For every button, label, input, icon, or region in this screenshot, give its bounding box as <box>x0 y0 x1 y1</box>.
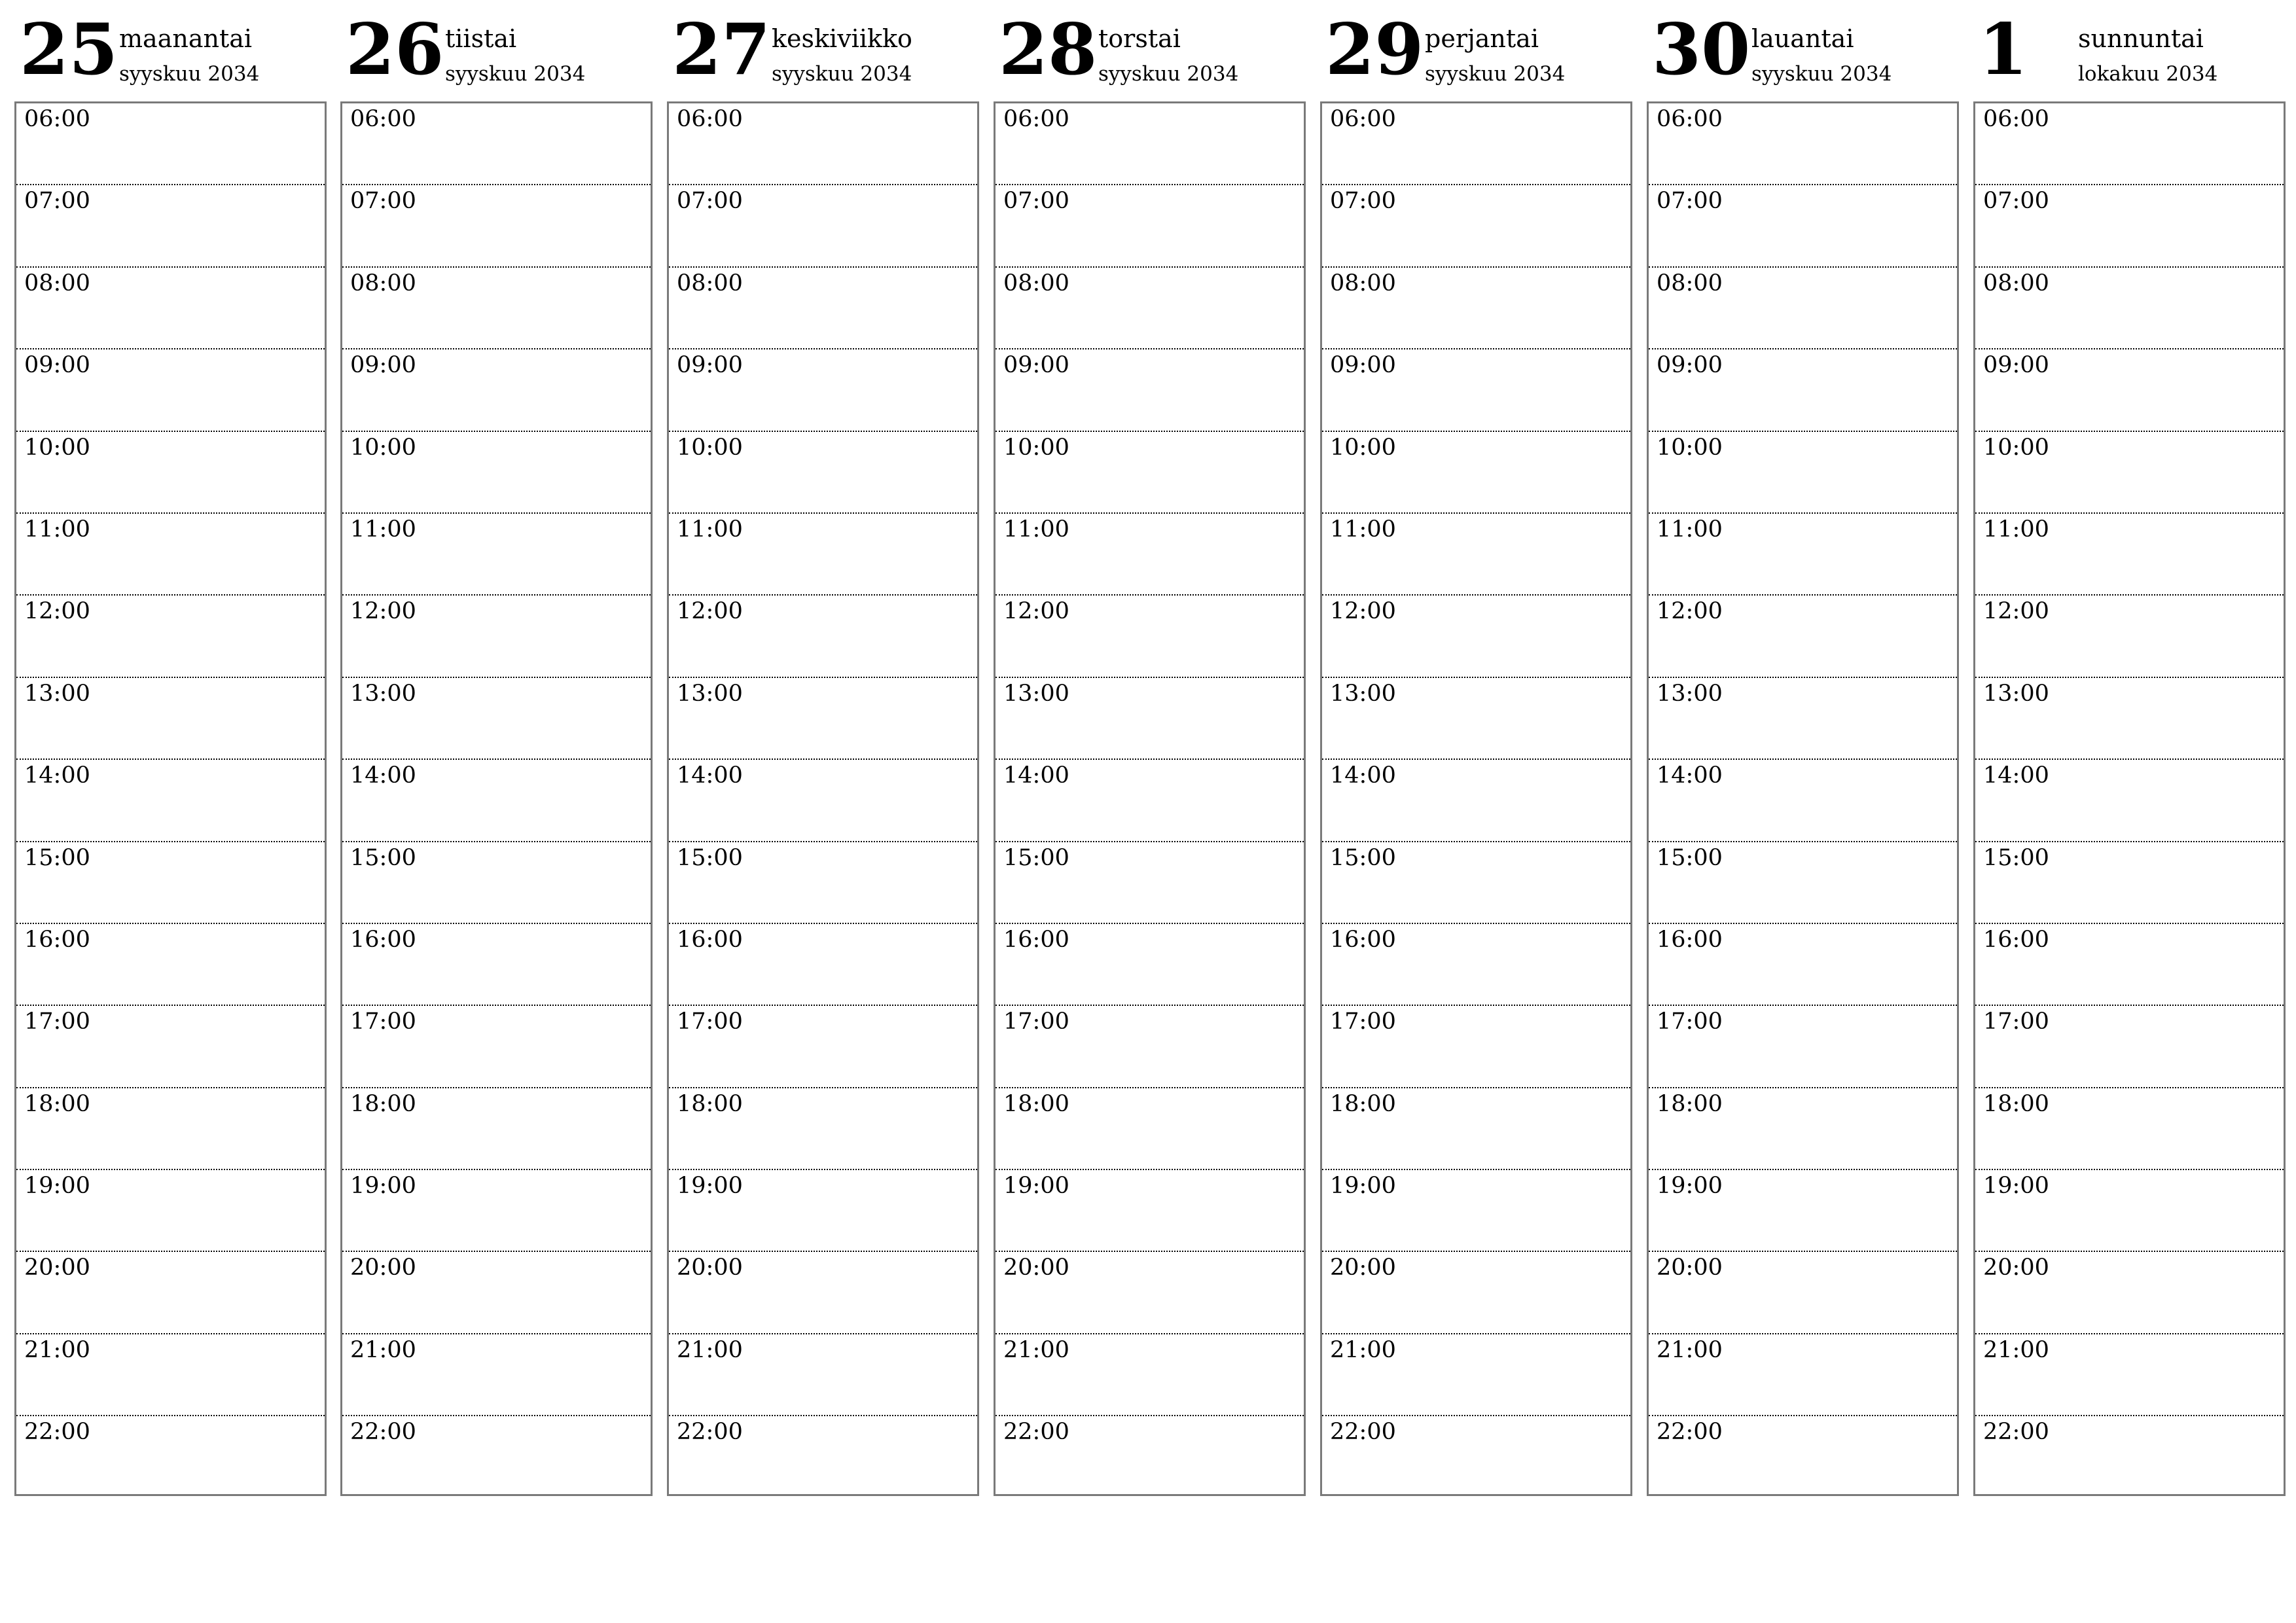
time-slot <box>1975 185 2284 267</box>
time-label: 15:00 <box>677 844 743 871</box>
time-label: 17:00 <box>1983 1008 2049 1035</box>
time-slot <box>16 842 325 924</box>
time-label: 06:00 <box>350 106 416 132</box>
time-slot <box>996 1006 1304 1088</box>
time-label: 10:00 <box>1330 434 1396 461</box>
time-slot <box>996 1416 1304 1498</box>
time-label: 17:00 <box>677 1008 743 1035</box>
time-label: 17:00 <box>1657 1008 1723 1035</box>
time-label: 09:00 <box>1657 352 1723 379</box>
month-label: syyskuu 2034 <box>119 62 260 86</box>
time-label: 16:00 <box>1657 926 1723 953</box>
time-slot <box>1975 1088 2284 1170</box>
time-slot <box>1649 596 1957 677</box>
time-slot <box>1322 1006 1630 1088</box>
time-label: 12:00 <box>1003 598 1069 625</box>
time-slot <box>1322 514 1630 596</box>
time-slot <box>1322 1334 1630 1416</box>
time-slot <box>669 1006 977 1088</box>
day-header <box>1320 0 1634 98</box>
time-slot <box>1649 432 1957 514</box>
time-slot <box>342 596 651 677</box>
time-label: 14:00 <box>1003 762 1069 789</box>
time-label: 14:00 <box>1657 762 1723 789</box>
time-label: 22:00 <box>350 1419 416 1446</box>
time-label: 08:00 <box>350 270 416 296</box>
time-slot <box>669 760 977 842</box>
time-slot <box>1322 103 1630 185</box>
time-label: 06:00 <box>1330 106 1396 132</box>
time-slot <box>669 1088 977 1170</box>
time-label: 09:00 <box>1330 352 1396 379</box>
time-label: 16:00 <box>1330 926 1396 953</box>
time-slot <box>342 1416 651 1498</box>
time-label: 19:00 <box>1657 1173 1723 1200</box>
time-label: 19:00 <box>677 1173 743 1200</box>
time-label: 18:00 <box>677 1090 743 1117</box>
time-slot <box>1322 842 1630 924</box>
time-slot <box>996 842 1304 924</box>
time-slot <box>669 514 977 596</box>
time-label: 22:00 <box>677 1419 743 1446</box>
time-slot <box>996 268 1304 349</box>
time-label: 16:00 <box>1003 926 1069 953</box>
time-slot <box>342 1252 651 1334</box>
time-slot <box>342 1334 651 1416</box>
time-label: 08:00 <box>24 270 90 296</box>
time-slots <box>1647 101 1959 1496</box>
time-label: 20:00 <box>677 1255 743 1281</box>
time-label: 18:00 <box>1983 1090 2049 1117</box>
time-slot <box>1649 349 1957 431</box>
time-label: 22:00 <box>24 1419 90 1446</box>
time-label: 07:00 <box>350 188 416 215</box>
time-label: 15:00 <box>350 844 416 871</box>
time-slot <box>996 1252 1304 1334</box>
time-label: 12:00 <box>1983 598 2049 625</box>
time-label: 22:00 <box>1003 1419 1069 1446</box>
time-slot <box>1975 432 2284 514</box>
time-slot <box>16 1416 325 1498</box>
time-label: 12:00 <box>677 598 743 625</box>
time-slot <box>1649 1088 1957 1170</box>
time-slot <box>1649 1334 1957 1416</box>
time-label: 21:00 <box>350 1336 416 1363</box>
time-label: 10:00 <box>350 434 416 461</box>
time-slot <box>1649 678 1957 760</box>
time-slot <box>16 349 325 431</box>
time-label: 15:00 <box>24 844 90 871</box>
time-slot <box>1975 514 2284 596</box>
time-label: 08:00 <box>677 270 743 296</box>
month-label: lokakuu 2034 <box>2078 62 2218 86</box>
time-slot <box>996 924 1304 1006</box>
time-slot <box>1649 185 1957 267</box>
time-label: 18:00 <box>1657 1090 1723 1117</box>
time-label: 13:00 <box>1657 680 1723 707</box>
time-label: 17:00 <box>24 1008 90 1035</box>
time-slot <box>16 103 325 185</box>
time-slot <box>996 678 1304 760</box>
time-slot <box>342 1170 651 1252</box>
time-label: 09:00 <box>1983 352 2049 379</box>
time-slot <box>669 1252 977 1334</box>
day-number: 25 <box>20 9 118 91</box>
time-slot <box>996 1088 1304 1170</box>
time-label: 06:00 <box>24 106 90 132</box>
time-label: 18:00 <box>24 1090 90 1117</box>
time-label: 08:00 <box>1003 270 1069 296</box>
time-slot <box>16 678 325 760</box>
time-label: 11:00 <box>677 516 743 543</box>
time-slot <box>1975 268 2284 349</box>
time-slot <box>16 514 325 596</box>
time-label: 07:00 <box>1330 188 1396 215</box>
day-number: 26 <box>346 9 444 91</box>
weekday-label: perjantai <box>1425 24 1539 53</box>
time-label: 20:00 <box>350 1255 416 1281</box>
time-label: 19:00 <box>1003 1173 1069 1200</box>
time-slot <box>669 1170 977 1252</box>
time-slot <box>1975 1252 2284 1334</box>
time-slot <box>1649 1416 1957 1498</box>
time-label: 21:00 <box>1657 1336 1723 1363</box>
time-label: 09:00 <box>1003 352 1069 379</box>
time-label: 08:00 <box>1330 270 1396 296</box>
time-slot <box>1975 349 2284 431</box>
time-label: 11:00 <box>1657 516 1723 543</box>
time-label: 10:00 <box>1983 434 2049 461</box>
day-number: 30 <box>1652 9 1751 91</box>
time-label: 16:00 <box>677 926 743 953</box>
time-slot <box>1975 1334 2284 1416</box>
time-slot <box>1975 1170 2284 1252</box>
time-slot <box>669 349 977 431</box>
time-slot <box>342 924 651 1006</box>
weekday-label: sunnuntai <box>2078 24 2204 53</box>
time-label: 18:00 <box>1003 1090 1069 1117</box>
time-label: 13:00 <box>350 680 416 707</box>
time-slot <box>996 349 1304 431</box>
time-slot <box>1975 842 2284 924</box>
time-slot <box>1649 1006 1957 1088</box>
time-label: 06:00 <box>677 106 743 132</box>
time-label: 09:00 <box>24 352 90 379</box>
time-slot <box>1322 268 1630 349</box>
time-slot <box>342 349 651 431</box>
time-label: 17:00 <box>350 1008 416 1035</box>
time-label: 13:00 <box>1003 680 1069 707</box>
time-label: 11:00 <box>1003 516 1069 543</box>
time-slot <box>1322 349 1630 431</box>
day-header <box>1973 0 2287 98</box>
time-label: 06:00 <box>1003 106 1069 132</box>
weekday-label: tiistai <box>445 24 517 53</box>
time-slot <box>669 268 977 349</box>
weekday-label: lauantai <box>1751 24 1854 53</box>
time-slot <box>16 268 325 349</box>
time-label: 20:00 <box>1003 1255 1069 1281</box>
day-number: 27 <box>672 9 771 91</box>
time-label: 07:00 <box>1003 188 1069 215</box>
time-slot <box>669 1334 977 1416</box>
time-slot <box>16 924 325 1006</box>
time-slot <box>669 596 977 677</box>
time-slot <box>342 760 651 842</box>
time-slot <box>1975 760 2284 842</box>
time-slot <box>1649 842 1957 924</box>
time-label: 11:00 <box>1983 516 2049 543</box>
time-slot <box>1975 596 2284 677</box>
time-label: 09:00 <box>350 352 416 379</box>
time-slot <box>669 842 977 924</box>
day-header <box>340 0 655 98</box>
time-label: 15:00 <box>1657 844 1723 871</box>
time-label: 11:00 <box>350 516 416 543</box>
time-label: 19:00 <box>350 1173 416 1200</box>
time-label: 16:00 <box>350 926 416 953</box>
day-number: 29 <box>1325 9 1424 91</box>
time-slot <box>342 514 651 596</box>
time-slot <box>1322 596 1630 677</box>
time-label: 10:00 <box>677 434 743 461</box>
time-label: 10:00 <box>24 434 90 461</box>
time-label: 20:00 <box>1657 1255 1723 1281</box>
time-slots <box>667 101 979 1496</box>
time-label: 07:00 <box>677 188 743 215</box>
time-label: 11:00 <box>24 516 90 543</box>
time-slot <box>342 1088 651 1170</box>
time-label: 14:00 <box>677 762 743 789</box>
time-label: 14:00 <box>1330 762 1396 789</box>
time-label: 07:00 <box>24 188 90 215</box>
time-label: 12:00 <box>350 598 416 625</box>
month-label: syyskuu 2034 <box>1098 62 1239 86</box>
time-label: 19:00 <box>1330 1173 1396 1200</box>
time-slot <box>16 1252 325 1334</box>
weekday-label: maanantai <box>119 24 253 53</box>
time-label: 21:00 <box>24 1336 90 1363</box>
time-slot <box>1322 1416 1630 1498</box>
time-label: 22:00 <box>1657 1419 1723 1446</box>
time-label: 20:00 <box>1983 1255 2049 1281</box>
time-label: 16:00 <box>1983 926 2049 953</box>
time-label: 12:00 <box>1330 598 1396 625</box>
time-slot <box>1649 760 1957 842</box>
weekday-label: keskiviikko <box>772 24 912 53</box>
time-slot <box>669 1416 977 1498</box>
time-slot <box>342 103 651 185</box>
time-slot <box>669 432 977 514</box>
time-label: 08:00 <box>1657 270 1723 296</box>
time-slot <box>1649 514 1957 596</box>
time-slot <box>996 596 1304 677</box>
time-slot <box>1322 1088 1630 1170</box>
time-label: 10:00 <box>1657 434 1723 461</box>
time-slot <box>1322 760 1630 842</box>
time-slot <box>1322 924 1630 1006</box>
time-label: 18:00 <box>350 1090 416 1117</box>
time-label: 06:00 <box>1983 106 2049 132</box>
weekday-label: torstai <box>1098 24 1181 53</box>
time-slots <box>1973 101 2286 1496</box>
time-label: 06:00 <box>1657 106 1723 132</box>
month-label: syyskuu 2034 <box>1751 62 1892 86</box>
time-slot <box>342 268 651 349</box>
time-slot <box>16 596 325 677</box>
time-label: 18:00 <box>1330 1090 1396 1117</box>
month-label: syyskuu 2034 <box>1425 62 1566 86</box>
time-label: 11:00 <box>1330 516 1396 543</box>
day-number: 28 <box>999 9 1098 91</box>
time-slot <box>996 432 1304 514</box>
day-header <box>667 0 981 98</box>
time-label: 21:00 <box>677 1336 743 1363</box>
time-slot <box>16 760 325 842</box>
day-header <box>994 0 1308 98</box>
time-label: 14:00 <box>24 762 90 789</box>
day-number: 1 <box>1979 9 2028 91</box>
time-slot <box>669 103 977 185</box>
month-label: syyskuu 2034 <box>445 62 586 86</box>
time-label: 07:00 <box>1657 188 1723 215</box>
time-slot <box>1322 678 1630 760</box>
time-label: 21:00 <box>1330 1336 1396 1363</box>
time-slot <box>16 185 325 267</box>
time-slot <box>1649 1252 1957 1334</box>
time-label: 17:00 <box>1330 1008 1396 1035</box>
time-label: 12:00 <box>24 598 90 625</box>
time-slot <box>669 185 977 267</box>
time-label: 10:00 <box>1003 434 1069 461</box>
time-slot <box>342 432 651 514</box>
time-label: 21:00 <box>1003 1336 1069 1363</box>
time-slots <box>340 101 653 1496</box>
time-label: 15:00 <box>1983 844 2049 871</box>
time-label: 20:00 <box>1330 1255 1396 1281</box>
day-header <box>14 0 329 98</box>
time-slot <box>342 678 651 760</box>
time-label: 15:00 <box>1003 844 1069 871</box>
time-slot <box>1649 103 1957 185</box>
time-slot <box>16 432 325 514</box>
time-label: 14:00 <box>350 762 416 789</box>
time-slot <box>16 1088 325 1170</box>
time-slot <box>342 842 651 924</box>
time-slot <box>996 103 1304 185</box>
time-slot <box>16 1170 325 1252</box>
time-slots <box>14 101 327 1496</box>
time-label: 20:00 <box>24 1255 90 1281</box>
time-label: 13:00 <box>677 680 743 707</box>
time-slot <box>1975 1006 2284 1088</box>
time-label: 14:00 <box>1983 762 2049 789</box>
time-slot <box>669 678 977 760</box>
time-slot <box>1649 1170 1957 1252</box>
time-label: 08:00 <box>1983 270 2049 296</box>
time-slots <box>1320 101 1632 1496</box>
time-slot <box>1975 1416 2284 1498</box>
time-slot <box>1975 678 2284 760</box>
time-slot <box>996 760 1304 842</box>
time-label: 19:00 <box>1983 1173 2049 1200</box>
time-slot <box>996 514 1304 596</box>
time-slot <box>996 1170 1304 1252</box>
time-label: 19:00 <box>24 1173 90 1200</box>
time-label: 13:00 <box>1983 680 2049 707</box>
time-slot <box>669 924 977 1006</box>
time-slot <box>1322 432 1630 514</box>
time-slots <box>994 101 1306 1496</box>
time-slot <box>1975 924 2284 1006</box>
time-label: 22:00 <box>1330 1419 1396 1446</box>
time-label: 13:00 <box>1330 680 1396 707</box>
time-label: 16:00 <box>24 926 90 953</box>
time-label: 15:00 <box>1330 844 1396 871</box>
time-slot <box>1322 1170 1630 1252</box>
time-slot <box>996 1334 1304 1416</box>
time-slot <box>342 1006 651 1088</box>
time-label: 07:00 <box>1983 188 2049 215</box>
time-label: 22:00 <box>1983 1419 2049 1446</box>
time-slot <box>1322 185 1630 267</box>
time-label: 12:00 <box>1657 598 1723 625</box>
time-label: 17:00 <box>1003 1008 1069 1035</box>
time-slot <box>342 185 651 267</box>
month-label: syyskuu 2034 <box>772 62 912 86</box>
time-slot <box>16 1006 325 1088</box>
time-slot <box>1649 268 1957 349</box>
time-slot <box>1975 103 2284 185</box>
time-slot <box>16 1334 325 1416</box>
day-header <box>1647 0 1961 98</box>
time-slot <box>996 185 1304 267</box>
time-label: 09:00 <box>677 352 743 379</box>
time-label: 21:00 <box>1983 1336 2049 1363</box>
time-slot <box>1322 1252 1630 1334</box>
time-label: 13:00 <box>24 680 90 707</box>
time-slot <box>1649 924 1957 1006</box>
